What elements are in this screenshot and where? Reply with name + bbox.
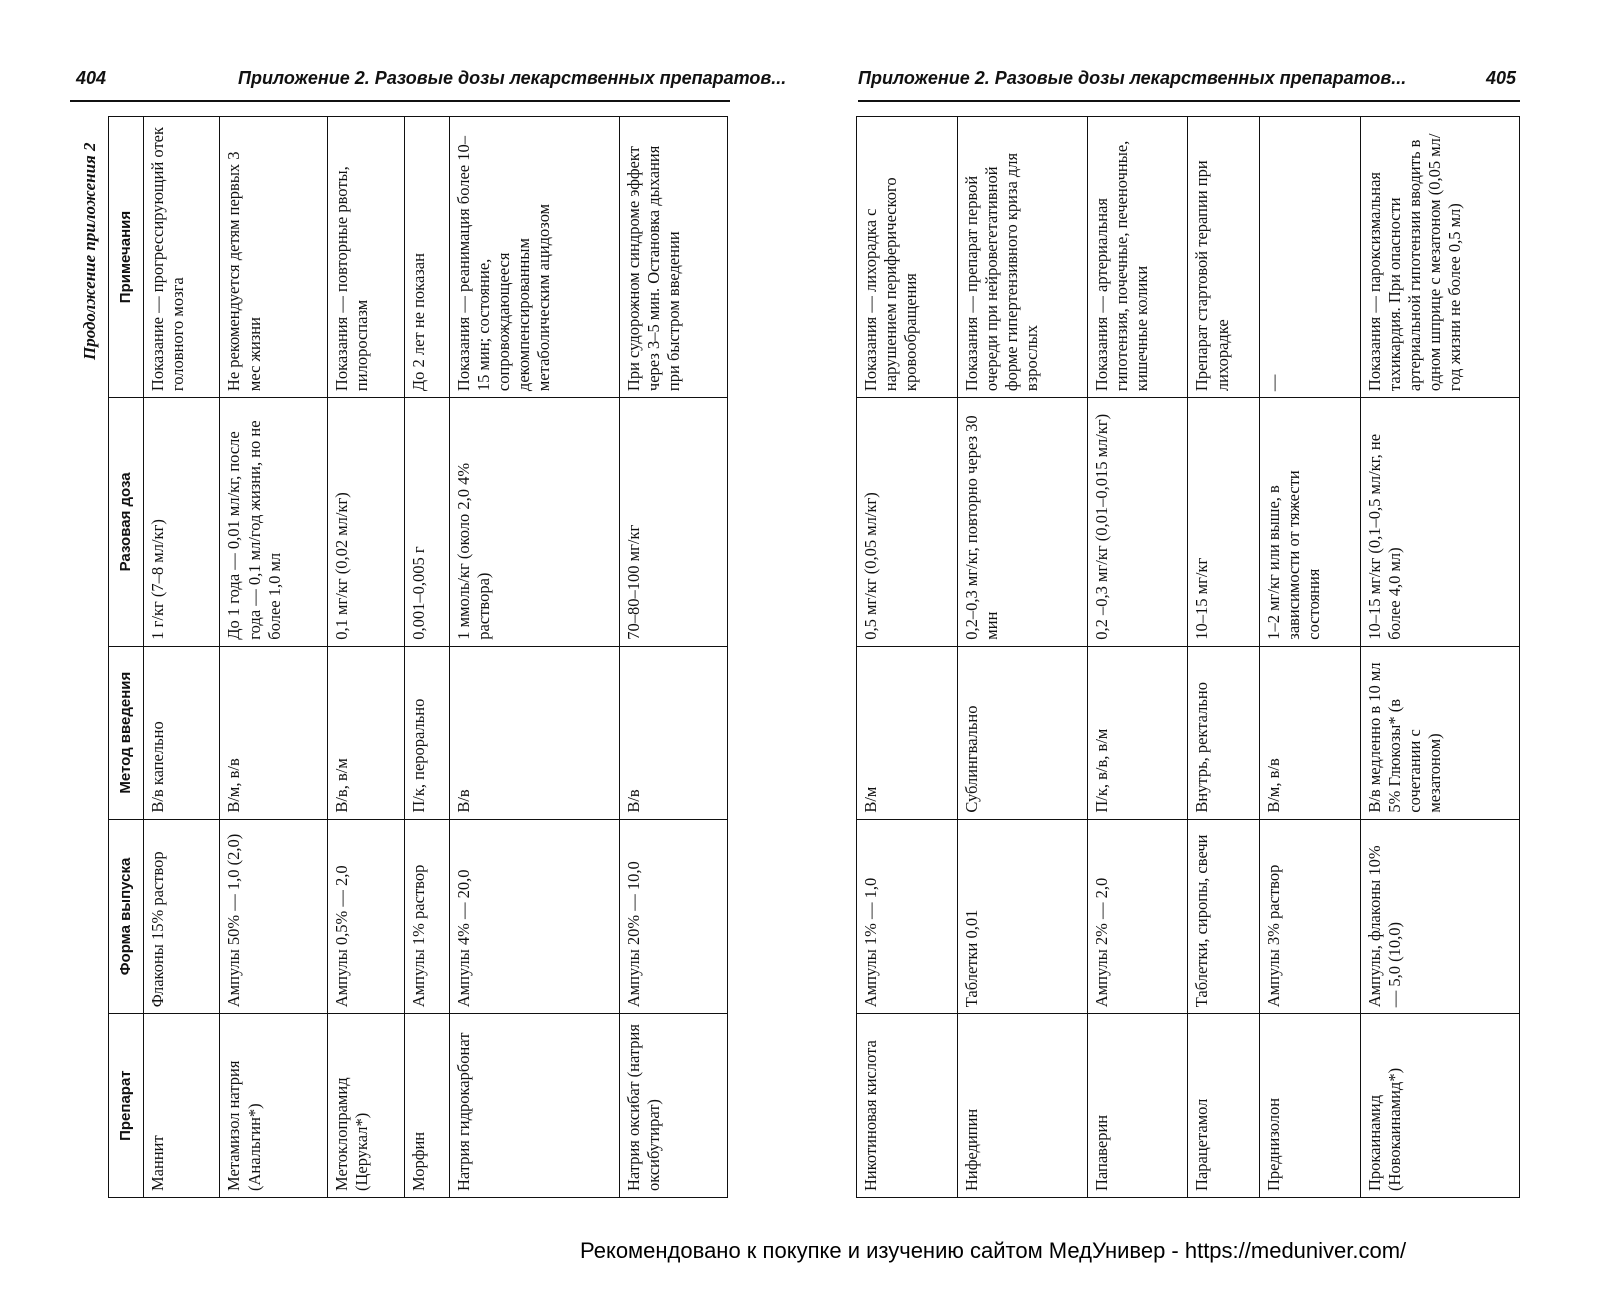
table-row <box>449 117 619 1198</box>
cell-notes: Показания — лихорадка с нарушением периферического кровообращения <box>857 117 958 398</box>
table-row <box>1260 117 1361 1198</box>
left-page-number: 404 <box>76 68 107 88</box>
left-table-wrapper <box>108 116 728 1198</box>
cell-dose: 0,1 мг/кг (0,02 мл/кг) <box>328 398 404 647</box>
col-header-form: Форма выпуска <box>109 819 144 1014</box>
continued-label: Продолжение приложения 2 <box>80 142 99 360</box>
table-row <box>144 117 220 1198</box>
cell-notes: До 2 лет не показан <box>404 117 449 398</box>
cell-form: Таблетки 0,01 <box>957 819 1087 1014</box>
cell-notes: Показание — прогрессирующий отек головного мозга <box>144 117 220 398</box>
col-header-route: Метод введения <box>109 646 144 819</box>
cell-notes: — <box>1260 117 1361 398</box>
cell-route: В/в <box>620 646 728 819</box>
cell-form: Флаконы 15% раствор <box>144 819 220 1014</box>
cell-form: Таблетки, сиропы, свечи <box>1188 819 1260 1014</box>
table-row <box>1360 117 1519 1198</box>
cell-route: В/м, в/в <box>220 646 328 819</box>
continued-label-box <box>80 120 106 380</box>
cell-route: Сублингвально <box>957 646 1087 819</box>
col-header-notes: Примечания <box>109 117 144 398</box>
footer-recommendation[interactable]: Рекомендовано к покупке и изучению сайтом МедУнивер - https://meduniver.com/ <box>580 1238 1407 1263</box>
cell-drug: Маннит <box>144 1014 220 1198</box>
col-header-dose: Разовая доза <box>109 398 144 647</box>
cell-route: П/к, в/в, в/м <box>1087 646 1188 819</box>
cell-drug: Нифедипин <box>957 1014 1087 1198</box>
cell-form: Ампулы 0,5% — 2,0 <box>328 819 404 1014</box>
cell-route: В/в <box>449 646 619 819</box>
cell-drug: Морфин <box>404 1014 449 1198</box>
table-row <box>404 117 449 1198</box>
cell-dose: 1 ммоль/кг (около 2,0 4% раствора) <box>449 398 619 647</box>
cell-drug: Натрия гидрокарбонат <box>449 1014 619 1198</box>
cell-dose: До 1 года — 0,01 мл/кг, после года — 0,1 мл/год жизни, но не более 1,0 мл <box>220 398 328 647</box>
table-row <box>957 117 1087 1198</box>
right-table-wrapper <box>856 116 1520 1198</box>
cell-route: Внутрь, ректально <box>1188 646 1260 819</box>
table-row <box>328 117 404 1198</box>
cell-route: П/к, перорально <box>404 646 449 819</box>
cell-form: Ампулы 20% — 10,0 <box>620 819 728 1014</box>
cell-drug: Натрия оксибат (натрия оксибутират) <box>620 1014 728 1198</box>
cell-dose: 1 г/кг (7–8 мл/кг) <box>144 398 220 647</box>
table-row <box>1087 117 1188 1198</box>
cell-notes: Показания — артериальная гипотензия, почечные, печеночные, кишечные колики <box>1087 117 1188 398</box>
table-row <box>1188 117 1260 1198</box>
cell-form: Ампулы 1% — 1,0 <box>857 819 958 1014</box>
cell-notes: Показания — препарат первой очереди при нейровегетативной форме гипертензивного криза для взрослых <box>957 117 1087 398</box>
cell-notes: Показания — реанимация более 10–15 мин; состояние, сопровождающееся декомпенсированным метаболическим ацидозом <box>449 117 619 398</box>
cell-dose: 0,2 –0,3 мг/кг (0,01–0,015 мл/кг) <box>1087 398 1188 647</box>
cell-dose: 0,2–0,3 мг/кг, повторно через 30 мин <box>957 398 1087 647</box>
cell-notes: Препарат стартовой терапии при лихорадке <box>1188 117 1260 398</box>
table-header-row <box>109 117 144 1198</box>
cell-route: В/в, в/м <box>328 646 404 819</box>
cell-form: Ампулы 3% раствор <box>1260 819 1361 1014</box>
cell-form: Ампулы 4% — 20,0 <box>449 819 619 1014</box>
cell-dose: 10–15 мг/кг (0,1–0,5 мл/кг, не более 4,0 мл) <box>1360 398 1519 647</box>
cell-form: Ампулы, флаконы 10% — 5,0 (10,0) <box>1360 819 1519 1014</box>
cell-route: В/в капельно <box>144 646 220 819</box>
table-row <box>620 117 728 1198</box>
right-page-header <box>858 64 1520 102</box>
cell-notes: При судорожном синдроме эффект через 3–5 мин. Остановка дыхания при быстром введении <box>620 117 728 398</box>
left-dose-table <box>108 116 728 1198</box>
table-row <box>857 117 958 1198</box>
cell-form: Ампулы 2% — 2,0 <box>1087 819 1188 1014</box>
cell-notes: Показания — повторные рвоты, пилороспазм <box>328 117 404 398</box>
left-page-header <box>70 64 787 102</box>
cell-drug: Папаверин <box>1087 1014 1188 1198</box>
cell-form: Ампулы 50% — 1,0 (2,0) <box>220 819 328 1014</box>
cell-dose: 70–80–100 мг/кг <box>620 398 728 647</box>
cell-dose: 1–2 мг/кг или выше, в зависимости от тяжести состояния <box>1260 398 1361 647</box>
left-running-title: Приложение 2. Разовые дозы лекарственных препаратов... <box>238 68 787 88</box>
col-header-drug: Препарат <box>109 1014 144 1198</box>
cell-notes: Не рекомендуется детям первых 3 мес жизни <box>220 117 328 398</box>
cell-drug: Прокаинамид (Новокаинамид*) <box>1360 1014 1519 1198</box>
cell-drug: Метамизол натрия (Анальгин*) <box>220 1014 328 1198</box>
cell-drug: Преднизолон <box>1260 1014 1361 1198</box>
cell-route: В/в медленно в 10 мл 5% Глюкозы* (в сочетании с мезатоном) <box>1360 646 1519 819</box>
cell-notes: Показания — пароксизмальная тахикардия. При опасности артериальной гипотензии вводить в одном шприце с мезатоном (0,05 мл/год жизни не более 0,5 мл) <box>1360 117 1519 398</box>
right-running-title: Приложение 2. Разовые дозы лекарственных препаратов... <box>858 68 1407 88</box>
cell-dose: 10–15 мг/кг <box>1188 398 1260 647</box>
right-dose-table <box>856 116 1520 1198</box>
cell-drug: Метоклопрамид (Церукал*) <box>328 1014 404 1198</box>
cell-route: В/м, в/в <box>1260 646 1361 819</box>
cell-drug: Никотиновая кислота <box>857 1014 958 1198</box>
cell-dose: 0,001–0,005 г <box>404 398 449 647</box>
cell-form: Ампулы 1% раствор <box>404 819 449 1014</box>
cell-route: В/м <box>857 646 958 819</box>
table-row <box>220 117 328 1198</box>
right-page-number: 405 <box>1485 68 1516 88</box>
cell-dose: 0,5 мг/кг (0,05 мл/кг) <box>857 398 958 647</box>
cell-drug: Парацетамол <box>1188 1014 1260 1198</box>
